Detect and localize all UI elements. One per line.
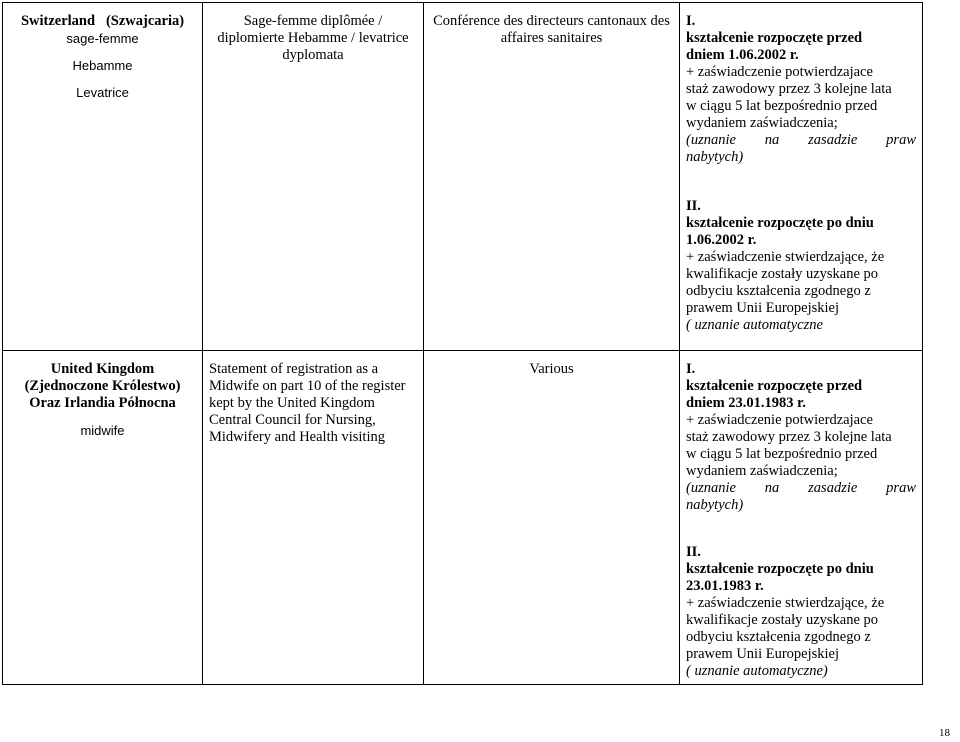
note-heading: dniem 23.01.1983 r. bbox=[686, 395, 806, 411]
note-heading: kształcenie rozpoczęte przed bbox=[686, 378, 863, 394]
country-cell bbox=[3, 351, 203, 685]
note-block bbox=[686, 544, 916, 680]
note-number: II. bbox=[686, 544, 701, 560]
note-heading: 23.01.1983 r. bbox=[686, 578, 764, 594]
note-line: odbyciu kształcenia zgodnego z bbox=[686, 629, 871, 645]
note-recognition: (uznanie na zasadzie praw bbox=[686, 132, 916, 148]
professional-title: Levatrice bbox=[76, 85, 129, 100]
issuing-body-cell: Various bbox=[424, 351, 680, 685]
professional-title: Hebamme bbox=[72, 58, 133, 73]
country-name-line: Switzerland (Szwajcaria) bbox=[20, 13, 185, 29]
note-number: II. bbox=[686, 198, 701, 214]
note-line: + zaświadczenie potwierdzajace bbox=[686, 64, 873, 80]
note-line: kwalifikacje zostały uzyskane po bbox=[686, 266, 879, 282]
note-line: odbyciu kształcenia zgodnego z bbox=[686, 283, 871, 299]
note-line: wydaniem zaświadczenia; bbox=[686, 463, 838, 479]
note-line: + zaświadczenie potwierdzajace bbox=[686, 412, 873, 428]
note-heading: kształcenie rozpoczęte po dniu bbox=[686, 561, 874, 577]
note-line: kwalifikacje zostały uzyskane po bbox=[686, 612, 879, 628]
country-name-pl: Oraz Irlandia Północna bbox=[29, 395, 176, 411]
page-number: 18 bbox=[939, 727, 950, 739]
country-name-pl: (Zjednoczone Królestwo) bbox=[24, 378, 181, 394]
note-line: staż zawodowy przez 3 kolejne lata bbox=[686, 429, 892, 445]
note-heading: 1.06.2002 r. bbox=[686, 232, 757, 248]
table-row bbox=[3, 351, 923, 685]
note-recognition: nabytych) bbox=[686, 497, 744, 513]
note-line: staż zawodowy przez 3 kolejne lata bbox=[686, 81, 892, 97]
diploma-cell: Sage-femme diplômée / diplomierte Hebamme / levatrice dyplomata bbox=[203, 3, 424, 351]
note-block bbox=[686, 361, 916, 514]
note-heading: kształcenie rozpoczęte po dniu bbox=[686, 215, 874, 231]
note-recognition: (uznanie na zasadzie praw bbox=[686, 480, 916, 496]
note-recognition: nabytych) bbox=[686, 149, 744, 165]
note-block bbox=[686, 198, 916, 334]
note-recognition: ( uznanie automatyczne) bbox=[686, 663, 828, 679]
professional-title: sage-femme bbox=[66, 31, 139, 46]
note-number: I. bbox=[686, 13, 696, 29]
note-heading: kształcenie rozpoczęte przed bbox=[686, 30, 863, 46]
note-recognition: ( uznanie automatyczne bbox=[686, 317, 823, 333]
country-name: United Kingdom bbox=[50, 361, 155, 377]
note-line: + zaświadczenie stwierdzające, że bbox=[686, 595, 885, 611]
note-number: I. bbox=[686, 361, 696, 377]
recognition-table bbox=[2, 2, 923, 685]
note-line: wydaniem zaświadczenia; bbox=[686, 115, 838, 131]
country-cell bbox=[3, 3, 203, 351]
table-row bbox=[3, 3, 923, 351]
professional-title: midwife bbox=[80, 423, 125, 438]
notes-cell bbox=[680, 3, 923, 351]
note-line: prawem Unii Europejskiej bbox=[686, 646, 840, 662]
note-block bbox=[686, 13, 916, 166]
issuing-body-cell: Conférence des directeurs cantonaux des affaires sanitaires bbox=[424, 3, 680, 351]
note-line: w ciągu 5 lat bezpośrednio przed bbox=[686, 98, 878, 114]
note-line: w ciągu 5 lat bezpośrednio przed bbox=[686, 446, 878, 462]
note-line: + zaświadczenie stwierdzające, że bbox=[686, 249, 885, 265]
diploma-cell: Statement of registration as a Midwife on part 10 of the register kept by the United Kingdom Central Council for Nursing, Midwifery and Health visiting bbox=[203, 351, 424, 685]
note-line: prawem Unii Europejskiej bbox=[686, 300, 840, 316]
notes-cell bbox=[680, 351, 923, 685]
note-heading: dniem 1.06.2002 r. bbox=[686, 47, 799, 63]
